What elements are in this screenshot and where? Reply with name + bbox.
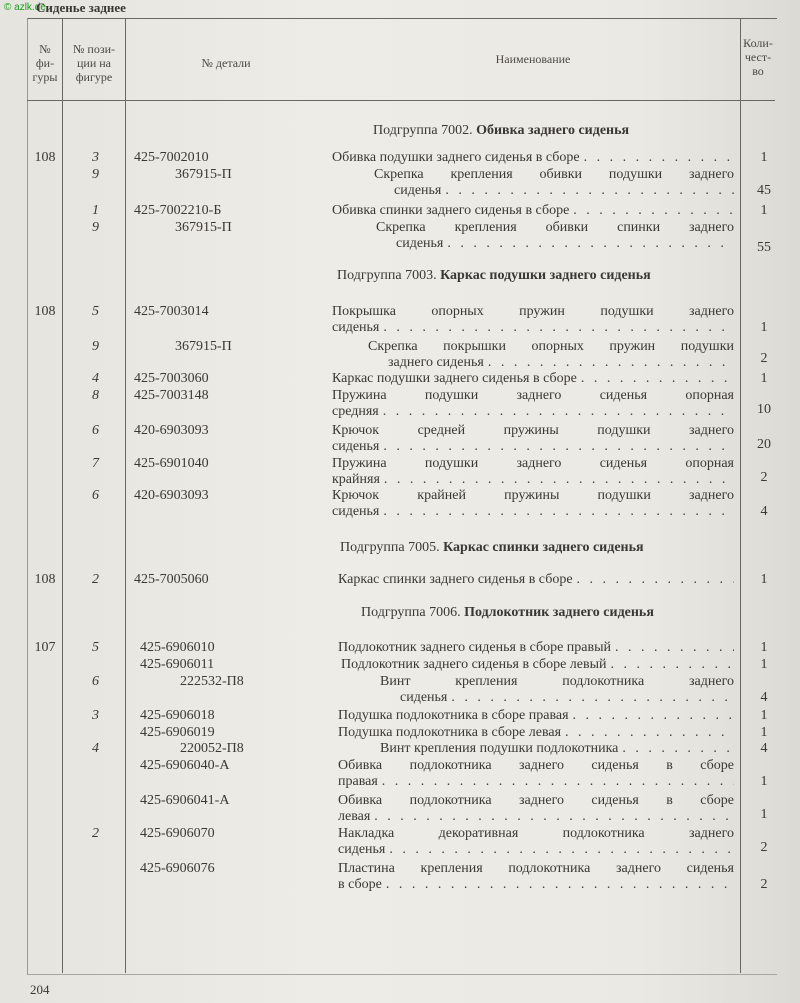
header-figure-line: № <box>39 42 51 56</box>
dot-leader <box>577 572 734 588</box>
quantity: 2 <box>760 840 768 855</box>
part-name-line <box>338 725 734 741</box>
part-name-line <box>332 320 734 336</box>
part-name-line <box>338 861 734 877</box>
position-number: 9 <box>92 167 99 182</box>
part-name-text: Подушка подлокотника в сборе правая <box>338 708 569 723</box>
part-name-line <box>332 472 734 488</box>
part-name-text: сиденья <box>400 690 448 705</box>
quantity: 1 <box>760 320 768 335</box>
header-figure-line: фи- <box>35 56 55 70</box>
subgroup-heading <box>373 123 629 139</box>
part-name-text: заднего сиденья <box>388 355 484 370</box>
part-name-text: Подушка подлокотника в сборе левая <box>338 725 562 740</box>
position-number: 9 <box>92 220 99 235</box>
column-divider <box>740 18 741 973</box>
part-number: 425-6906070 <box>140 826 215 841</box>
part-name-line <box>332 150 734 166</box>
part-name-line <box>338 877 734 893</box>
dot-leader <box>383 404 734 420</box>
dot-leader <box>584 150 734 166</box>
part-name-text: сиденья <box>332 320 380 335</box>
part-name-text: Скрепка крепления обивки спинки заднего <box>376 220 734 235</box>
header-part-number: № детали <box>201 56 251 70</box>
position-number: 7 <box>92 456 99 471</box>
quantity: 1 <box>760 640 768 655</box>
dot-leader <box>573 708 734 724</box>
part-name-text: сиденья <box>332 504 380 519</box>
quantity: 10 <box>757 402 771 417</box>
part-name-line <box>338 640 734 656</box>
part-name-text: Винт крепления подушки подлокотника <box>380 741 619 756</box>
dot-leader <box>573 203 734 219</box>
part-number: 425-7002010 <box>134 150 209 165</box>
part-name-line <box>338 572 734 588</box>
dot-leader <box>581 371 734 387</box>
part-name-text: левая <box>338 809 371 824</box>
quantity: 2 <box>760 351 768 366</box>
part-name-text: правая <box>338 774 378 789</box>
position-number: 6 <box>92 423 99 438</box>
part-name-text: Пластина крепления подлокотника заднего сиденья <box>338 861 734 876</box>
part-number: 425-7003060 <box>134 371 209 386</box>
part-name-line <box>394 183 734 199</box>
figure-number: 108 <box>34 150 56 165</box>
figure-number: 107 <box>34 640 56 655</box>
part-name-text: Обивка подлокотника заднего сиденья в сборе <box>338 758 734 773</box>
quantity: 2 <box>760 877 768 892</box>
quantity: 1 <box>760 708 768 723</box>
quantity: 1 <box>760 807 768 822</box>
part-name-text: Подлокотник заднего сиденья в сборе правый <box>338 640 611 655</box>
dot-leader <box>389 842 734 858</box>
part-name-text: Скрепка покрышки опорных пружин подушки <box>368 339 734 354</box>
subgroup-heading <box>361 605 654 621</box>
part-number: 425-6906040-А <box>140 758 230 773</box>
header-figure <box>28 42 62 84</box>
part-name-text: Каркас подушки заднего сиденья в сборе <box>332 371 577 386</box>
part-number: 367915-П <box>175 167 232 182</box>
part-number: 425-6906041-А <box>140 793 230 808</box>
quantity: 55 <box>757 240 771 255</box>
column-divider <box>125 18 126 973</box>
part-name-line <box>368 339 734 355</box>
position-number: 3 <box>92 150 99 165</box>
dot-leader <box>383 320 734 336</box>
part-name-text: Обивка подушки заднего сиденья в сборе <box>332 150 580 165</box>
subgroup-prefix: Подгруппа 7002. <box>373 123 473 138</box>
part-name-line <box>332 456 734 472</box>
part-number: 420-6903093 <box>134 488 209 503</box>
quantity: 20 <box>757 437 771 452</box>
dot-leader <box>611 657 735 673</box>
subgroup-prefix: Подгруппа 7005. <box>340 540 440 555</box>
part-name-line <box>341 657 734 673</box>
part-name-line <box>400 690 734 706</box>
part-number: 425-7003014 <box>134 304 209 319</box>
position-number: 4 <box>92 371 99 386</box>
dot-leader <box>622 741 734 757</box>
dot-leader <box>382 774 734 790</box>
dot-leader <box>451 690 734 706</box>
part-name-line <box>338 842 734 858</box>
quantity: 4 <box>760 741 768 756</box>
part-name-line <box>380 741 734 757</box>
part-name-text: Пружина подушки заднего сиденья опорная <box>332 388 734 403</box>
part-name-line <box>388 355 734 371</box>
part-number: 367915-П <box>175 339 232 354</box>
dot-leader <box>565 725 734 741</box>
part-number: 420-6903093 <box>134 423 209 438</box>
subgroup-heading <box>340 540 644 556</box>
part-name-line <box>332 404 734 420</box>
figure-number: 108 <box>34 572 56 587</box>
position-number: 1 <box>92 203 99 218</box>
part-name-line <box>396 236 734 252</box>
column-divider <box>62 18 63 973</box>
dot-leader <box>383 504 734 520</box>
part-number: 222532-П8 <box>180 674 244 689</box>
quantity: 1 <box>760 150 768 165</box>
part-name-text: Покрышка опорных пружин подушки заднего <box>332 304 734 319</box>
header-figure-line: гуры <box>32 70 58 84</box>
subgroup-prefix: Подгруппа 7003. <box>337 268 437 283</box>
header-quantity-line: во <box>752 64 764 78</box>
part-name-line <box>332 304 734 320</box>
position-number: 2 <box>92 572 99 587</box>
part-number: 425-6906010 <box>140 640 215 655</box>
part-name-text: Крючок крайней пружины подушки заднего <box>332 488 734 503</box>
header-quantity <box>741 36 775 78</box>
position-number: 5 <box>92 640 99 655</box>
part-number: 425-6906019 <box>140 725 215 740</box>
quantity: 1 <box>760 203 768 218</box>
position-number: 8 <box>92 388 99 403</box>
header-position-line: № пози- <box>72 42 116 56</box>
part-number: 367915-П <box>175 220 232 235</box>
page-number: 204 <box>30 982 50 997</box>
quantity: 1 <box>760 774 768 789</box>
part-number: 425-7002210-Б <box>134 203 222 218</box>
subgroup-heading <box>337 268 651 284</box>
position-number: 3 <box>92 708 99 723</box>
part-name-line <box>332 388 734 404</box>
header-quantity-line: Коли- <box>743 36 773 50</box>
part-name-line <box>338 793 734 809</box>
part-name-text: сиденья <box>394 183 442 198</box>
quantity: 1 <box>760 371 768 386</box>
part-name-line <box>376 220 734 236</box>
position-number: 6 <box>92 674 99 689</box>
part-name-line <box>338 758 734 774</box>
part-name-line <box>332 504 734 520</box>
part-name-line <box>332 371 734 387</box>
subgroup-title: Каркас подушки заднего сиденья <box>440 268 651 283</box>
dot-leader <box>488 355 734 371</box>
subgroup-title: Подлокотник заднего сиденья <box>464 605 654 620</box>
part-number: 425-6906018 <box>140 708 215 723</box>
part-name-text: Обивка подлокотника заднего сиденья в сборе <box>338 793 734 808</box>
part-name-line <box>380 674 734 690</box>
watermark-logo: © azlk.de <box>4 2 46 13</box>
part-name-text: Каркас спинки заднего сиденья в сборе <box>338 572 573 587</box>
part-name-line <box>332 488 734 504</box>
part-number: 425-7003148 <box>134 388 209 403</box>
part-number: 425-6906011 <box>140 657 215 672</box>
section-title: Сиденье заднее <box>36 0 126 15</box>
part-name-text: крайняя <box>332 472 380 487</box>
part-name-line <box>332 439 734 455</box>
part-name-text: Подлокотник заднего сиденья в сборе левый <box>341 657 607 672</box>
header-position-line: ции на <box>76 56 111 70</box>
part-name-text: Накладка декоративная подлокотника заднего <box>338 826 734 841</box>
quantity: 4 <box>760 504 768 519</box>
header-divider <box>27 100 775 101</box>
part-number: 220052-П8 <box>180 741 244 756</box>
part-name-line <box>374 167 734 183</box>
part-name-text: средняя <box>332 404 379 419</box>
part-name-text: в сборе <box>338 877 382 892</box>
part-name-text: Крючок средней пружины подушки заднего <box>332 423 734 438</box>
quantity: 1 <box>760 657 768 672</box>
position-number: 5 <box>92 304 99 319</box>
figure-number: 108 <box>34 304 56 319</box>
part-name-text: Обивка спинки заднего сиденья в сборе <box>332 203 570 218</box>
position-number: 6 <box>92 488 99 503</box>
position-number: 4 <box>92 741 99 756</box>
part-name-text: Скрепка крепления обивки подушки заднего <box>374 167 734 182</box>
part-name-line <box>338 809 734 825</box>
quantity: 45 <box>757 183 771 198</box>
header-name: Наименование <box>495 52 571 66</box>
part-name-text: Пружина подушки заднего сиденья опорная <box>332 456 734 471</box>
header-quantity-line: чест- <box>744 50 772 64</box>
dot-leader <box>383 439 734 455</box>
part-name-text: сиденья <box>332 439 380 454</box>
dot-leader <box>615 640 734 656</box>
subgroup-prefix: Подгруппа 7006. <box>361 605 461 620</box>
quantity: 1 <box>760 572 768 587</box>
position-number: 2 <box>92 826 99 841</box>
dot-leader <box>445 183 734 199</box>
part-name-line <box>338 826 734 842</box>
quantity: 4 <box>760 690 768 705</box>
part-number: 425-6906076 <box>140 861 215 876</box>
part-name-line <box>332 423 734 439</box>
part-name-text: сиденья <box>396 236 444 251</box>
part-name-line <box>332 203 734 219</box>
dot-leader <box>384 472 734 488</box>
dot-leader <box>374 809 734 825</box>
header-position <box>63 42 125 84</box>
part-name-text: сиденья <box>338 842 386 857</box>
header-position-line: фигуре <box>75 70 113 84</box>
position-number: 9 <box>92 339 99 354</box>
subgroup-title: Каркас спинки заднего сиденья <box>443 540 644 555</box>
dot-leader <box>386 877 734 893</box>
part-name-text: Винт крепления подлокотника заднего <box>380 674 734 689</box>
quantity: 1 <box>760 725 768 740</box>
part-name-line <box>338 708 734 724</box>
part-number: 425-7005060 <box>134 572 209 587</box>
dot-leader <box>447 236 734 252</box>
part-name-line <box>338 774 734 790</box>
subgroup-title: Обивка заднего сиденья <box>476 123 630 138</box>
part-number: 425-6901040 <box>134 456 209 471</box>
quantity: 2 <box>760 470 768 485</box>
